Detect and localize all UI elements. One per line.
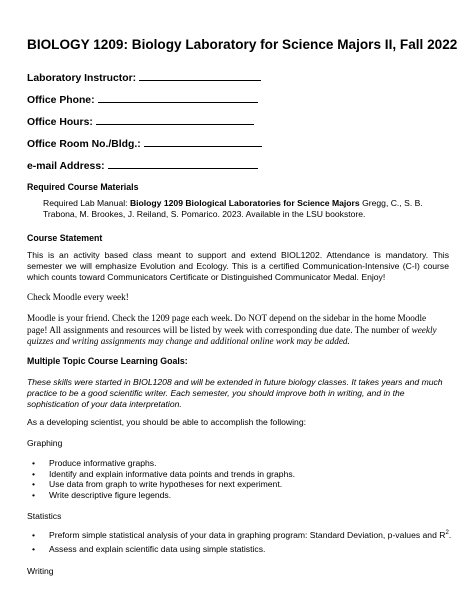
goals-lead: As a developing scientist, you should be able to accomplish the following:: [27, 417, 306, 427]
list-item: • Write descriptive figure legends.: [30, 490, 450, 501]
moodle-text-italic: weekly quizzes and writing assignments may change and additional online work may be added.: [27, 324, 437, 347]
materials-authors-2: Trabona, M. Brookes, J. Reiland, S. Pomarico. 2023. Available in the LSU bookstore.: [43, 209, 366, 219]
statistics-heading: Statistics: [27, 511, 62, 521]
hours-blank[interactable]: [96, 115, 254, 125]
graphing-list: [30, 458, 450, 500]
moodle-text: [27, 313, 447, 348]
materials-heading: Required Course Materials: [27, 182, 139, 192]
list-item: • Identify and explain informative data points and trends in graphs.: [30, 469, 450, 480]
lab-manual-title: Biology 1209 Biological Laboratories for Science Majors: [129, 198, 360, 208]
graphing-heading: Graphing: [27, 438, 63, 448]
email-label: e-mail Address:: [27, 161, 105, 172]
page-title: BIOLOGY 1209: Biology Laboratory for Science Majors II, Fall 2022: [27, 37, 458, 52]
stats-item-1-end: .: [448, 530, 452, 540]
list-item: [30, 530, 454, 541]
goals-intro: These skills were started in BIOL1208 and will be extended in future biology classes. It takes years and much practice to be a good scientific writer. Each semester, you should improve both in writing, and in the sophistication of your data interpretation.: [27, 377, 443, 409]
list-item: • Assess and explain scientific data using simple statistics.: [30, 544, 454, 555]
room-blank[interactable]: [144, 137, 262, 147]
materials-authors-1: Gregg, C., S. B.: [362, 198, 423, 208]
room-label: Office Room No./Bldg.:: [27, 139, 141, 150]
hours-label: Office Hours:: [27, 117, 93, 128]
phone-field: [27, 93, 258, 106]
phone-label: Office Phone:: [27, 95, 95, 106]
room-field: [27, 137, 262, 150]
goals-heading: Multiple Topic Course Learning Goals:: [27, 356, 188, 366]
email-field: [27, 159, 258, 172]
moodle-check: Check Moodle every week!: [27, 292, 129, 302]
phone-blank[interactable]: [98, 93, 258, 103]
email-blank[interactable]: [108, 159, 258, 169]
stats-item-1-sup: 2: [445, 530, 449, 537]
statistics-list: [30, 530, 454, 554]
instructor-field: [27, 71, 261, 84]
list-item: • Use data from graph to write hypotheses for next experiment.: [30, 479, 450, 490]
statement-text: This is an activity based class meant to support and extend BIOL1202. Attendance is mandatory. This semester we will emphasize Evolution and Ecology. This is a certified Communication-Intensive (C-I) course which counts toward Communicators Certificate or Distinguished Communicator Medal. Enjoy!: [27, 250, 449, 282]
stats-item-1-text: Preform simple statistical analysis of your data in graphing program: Standard Deviation, p-values and R: [49, 530, 446, 540]
writing-heading: Writing: [27, 566, 54, 576]
instructor-blank[interactable]: [139, 71, 261, 81]
moodle-text-normal: Moodle is your friend. Check the 1209 page each week. Do NOT depend on the sidebar in the home Moodle page! All assignments and resources will be listed by week with corresponding due date. The number of: [27, 313, 427, 335]
instructor-label: Laboratory Instructor:: [27, 73, 137, 84]
materials-text: [43, 198, 453, 220]
list-item: • Produce informative graphs.: [30, 458, 450, 469]
materials-prefix: Required Lab Manual:: [43, 198, 128, 208]
statement-heading: Course Statement: [27, 233, 103, 243]
hours-field: [27, 115, 254, 128]
